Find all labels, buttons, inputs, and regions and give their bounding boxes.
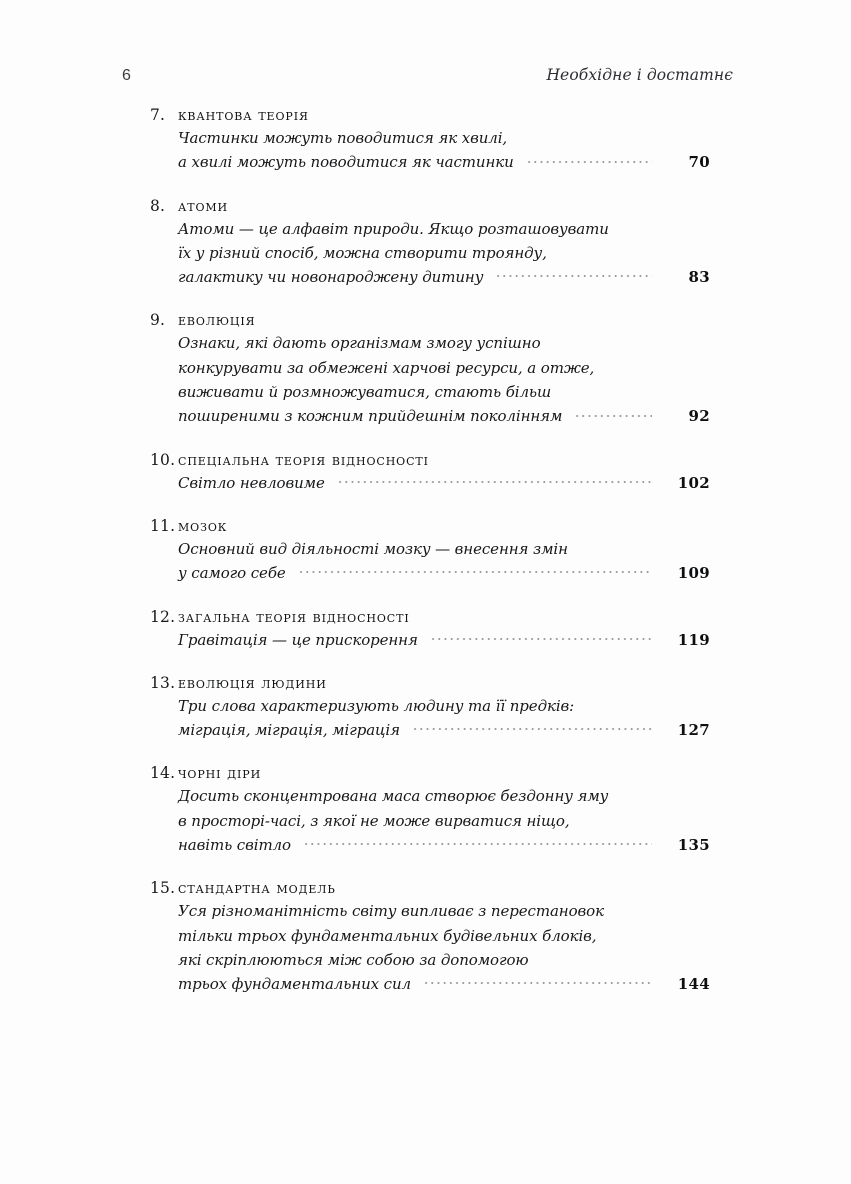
toc-entry-subtitle-text: галактику чи новонароджену дитину [178,268,484,287]
toc-entry-title: стандартна модель [178,879,336,898]
toc-entry-subtitle-line [150,404,710,428]
dot-leader [495,266,652,282]
toc-entry-subtitle-line [150,924,710,948]
toc-entry-subtitle-text: Основний вид діяльності мозку — внесення змін [178,539,568,558]
dot-leader [337,472,652,488]
dot-leader [606,357,652,373]
toc-entry-subtitle-text: Гравітація — це прискорення [178,630,418,649]
dot-leader [519,127,652,143]
toc-entry-page-number[interactable]: 119 [677,630,710,649]
toc-entry-subtitle-line [150,948,710,972]
toc-entry-subtitle-text: Атоми — це алфавіт природи. Якщо розташовувати [178,219,609,238]
toc-entry-page-number[interactable]: 144 [677,975,710,994]
toc-entry-subtitle-text: тільки трьох фундаментальних будівельних блоків, [178,926,597,945]
dot-leader [553,332,652,348]
dot-leader [298,562,652,578]
toc-entry-subtitle-text: поширеними з кожним прийдешнім поколінням [178,407,563,426]
dot-leader [608,925,652,941]
toc-entry[interactable] [150,608,710,652]
toc-entry-title: мозок [178,516,228,535]
dot-leader [620,785,652,801]
toc-entry-subtitle-line [150,331,710,355]
toc-entry-subtitle-text: трьох фундаментальних сил [178,975,411,994]
dot-leader [559,242,652,258]
toc-entry-title: еволюція [178,311,256,330]
toc-entry-page-number[interactable]: 109 [677,564,710,583]
dot-leader [526,151,652,167]
table-of-contents [150,106,710,1019]
toc-entry-heading [150,879,710,897]
toc-entry-subtitle-text: Уся різноманітність світу випливає з перестановок [178,902,604,921]
toc-entry-subtitle-line [150,537,710,561]
toc-entry-subtitle-text: в просторі-часі, з якої не може вирватися ніщо, [178,811,570,830]
running-head-title: Необхідне і достатнє [546,66,733,84]
toc-entry-page-number[interactable]: 70 [688,153,710,172]
toc-entry-subtitle-text: Світло невловиме [178,473,325,492]
toc-entry-subtitle-line [150,126,710,150]
toc-entry-subtitle-line [150,784,710,808]
toc-entry-subtitle-line [150,380,710,404]
dot-leader [621,218,652,234]
toc-entry-subtitle-line [150,833,710,857]
toc-entry-page-number[interactable]: 83 [688,268,710,287]
toc-entry-number: 13. [150,673,176,692]
toc-entry-subtitle-text: конкурувати за обмежені харчові ресурси, а отже, [178,358,595,377]
toc-entry-heading [150,451,710,469]
toc-entry-subtitle-text: виживати й розмножуватися, стають більш [178,383,552,402]
toc-entry[interactable] [150,879,710,996]
toc-entry-subtitle-line [150,265,710,289]
page-folio-number: 6 [122,67,132,84]
toc-entry-page-number[interactable]: 92 [688,407,710,426]
toc-entry-heading [150,608,710,626]
running-header [122,66,733,92]
toc-entry-page-number[interactable]: 135 [677,836,710,855]
dot-leader [540,949,652,965]
toc-entry[interactable] [150,106,710,175]
toc-entry-page-number[interactable]: 102 [677,473,710,492]
toc-entry-number: 7. [150,106,166,124]
toc-entry-subtitle-text: Три слова характеризують людину та її предків: [178,696,575,715]
toc-entry-number: 10. [150,450,176,469]
toc-entry[interactable] [150,311,710,428]
toc-entry-subtitle-text: які скріплюються між собою за допомогою [178,950,529,969]
toc-entry-subtitle-line [150,217,710,241]
dot-leader [303,834,652,850]
toc-entry-number: 15. [150,879,176,898]
dot-leader [586,695,652,711]
toc-entry-subtitle-text: у самого себе [178,564,286,583]
toc-entry-title: атоми [178,196,229,215]
toc-entry-number: 14. [150,764,176,783]
toc-entry-subtitle-text: Частинки можуть поводитися як хвилі, [178,129,508,147]
dot-leader [582,810,653,826]
dot-leader [574,405,652,421]
toc-entry-subtitle-text: їх у різний спосіб, можна створити троянду, [178,243,547,262]
dot-leader [616,900,652,916]
toc-entry-heading [150,106,710,124]
toc-entry-number: 11. [150,516,176,535]
toc-entry-subtitle-line [150,356,710,380]
toc-entry-title: чорні діри [178,764,262,783]
toc-entry-title: загальна теорія відносності [178,607,410,626]
toc-entry-subtitle-line [150,471,710,495]
toc-entry-subtitle-text: навіть світло [178,836,291,855]
toc-entry[interactable] [150,451,710,495]
toc-entry-subtitle-line [150,899,710,923]
dot-leader [430,629,652,645]
toc-entry-title: еволюція людини [178,673,327,692]
toc-entry-subtitle-line [150,628,710,652]
toc-entry-subtitle-line [150,150,710,174]
toc-entry-subtitle-text: а хвилі можуть поводитися як частинки [178,153,514,172]
toc-entry-subtitle-line [150,694,710,718]
toc-entry-number: 12. [150,607,176,626]
toc-entry-subtitle-line [150,972,710,996]
dot-leader [412,719,652,735]
toc-entry-subtitle-text: Досить сконцентрована маса створює бездонну яму [178,787,609,806]
toc-entry[interactable] [150,764,710,857]
toc-entry-number: 8. [150,196,166,215]
toc-entry-subtitle-line [150,809,710,833]
dot-leader [563,381,652,397]
toc-entry-page-number[interactable]: 127 [677,721,710,740]
toc-entry-heading [150,764,710,782]
toc-entry-subtitle-text: міграція, міграція, міграція [178,721,400,740]
toc-entry-subtitle-line [150,561,710,585]
toc-entry-number: 9. [150,311,166,330]
toc-entry-heading [150,517,710,535]
toc-entry-title: квантова теорія [178,106,309,124]
toc-entry[interactable] [150,674,710,743]
toc-entry-title: спеціальна теорія відносності [178,450,429,469]
toc-entry-heading [150,311,710,329]
toc-entry[interactable] [150,517,710,586]
toc-entry-subtitle-text: Ознаки, які дають організмам змогу успішно [178,334,541,353]
dot-leader [423,973,652,989]
toc-entry[interactable] [150,197,710,290]
dot-leader [580,538,652,554]
toc-entry-subtitle-line [150,241,710,265]
toc-entry-heading [150,197,710,215]
toc-entry-subtitle-line [150,718,710,742]
toc-entry-heading [150,674,710,692]
